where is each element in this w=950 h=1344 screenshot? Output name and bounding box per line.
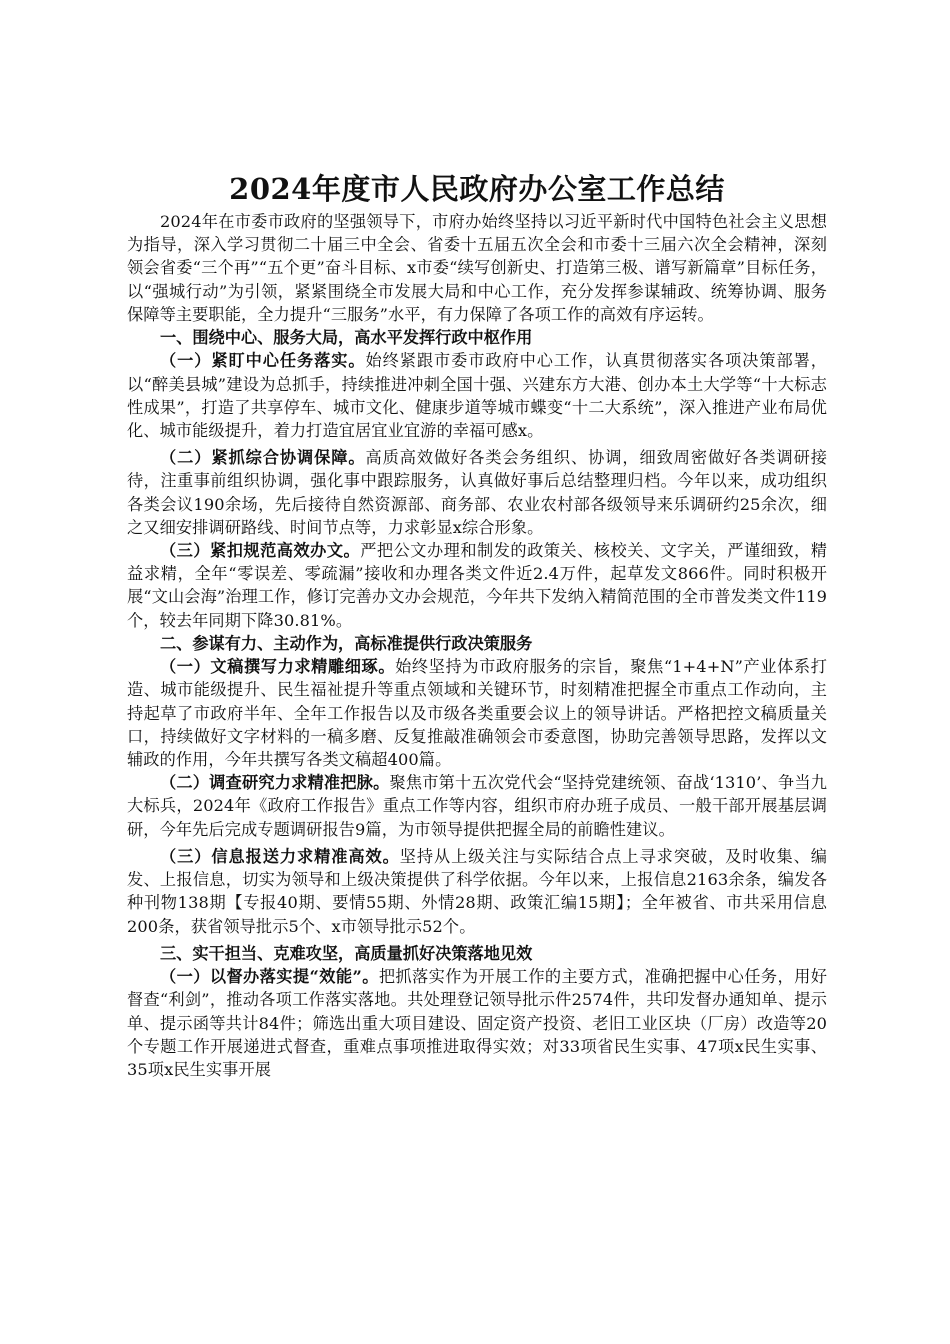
section-1-paragraph-1 <box>127 349 827 442</box>
section-3-paragraph-1 <box>127 965 827 1081</box>
section-1-paragraph-2 <box>127 446 827 539</box>
paragraph-text: 始终紧跟市委市政府中心工作，认真贯彻落实各项决策部署，以“醉美县城”建设为总抓手，持续推进冲刺全国十强、兴建东方大港、创办本土大学等“十大标志性成果”，打造了共享停车、城市文化、健康步道等城市蝶变“十二大系统”，深入推进产业布局优化、城市能级提升，着力打造宜居宜业宜游的幸福可感x。 <box>127 351 828 441</box>
paragraph-text: 始终坚持为市政府服务的宗旨，聚焦“1+4+N”产业体系打造、城市能级提升、民生福祉提升等重点领域和关键环节，时刻精准把握全市重点工作动向，主持起草了市政府半年、全年工作报告以及市级各类重要会议上的领导讲话。严格把控文稿质量关口，持续做好文字材料的一稿多磨、反复推敲准确领会市委意图，协助完善领导思路，发挥以文辅政的作用，今年共撰写各类文稿超400篇。 <box>127 657 827 770</box>
section-3-heading: 三、实干担当、克难攻坚，高质量抓好决策落地见效 <box>160 943 533 963</box>
section-2-paragraph-1 <box>127 655 827 771</box>
subheading: （一）紧盯中心任务落实。 <box>160 351 366 371</box>
subheading: （一）以督办落实提“效能”。 <box>160 967 379 987</box>
section-1-heading: 一、围绕中心、服务大局，高水平发挥行政中枢作用 <box>160 328 533 348</box>
paragraph-text: 把抓落实作为开展工作的主要方式，准确把握中心任务，用好督查“利剑”，推动各项工作落实落地。共处理登记领导批示件2574件，共印发督办通知单、提示单、提示函等共计84件；筛选出重大项目建设、固定资产投资、老旧工业区块（厂房）改造等20个专题工作开展递进式督查，重难点事项推进取得实效；对33项省民生实事、47项x民生实事、35项x民生实事开展 <box>127 967 827 1079</box>
subheading: （一）文稿撰写力求精雕细琢。 <box>160 657 396 677</box>
section-2-heading: 二、参谋有力、主动作为，高标准提供行政决策服务 <box>160 633 533 653</box>
document-title: 2024年度市人民政府办公室工作总结 <box>229 172 725 206</box>
subheading: （三）紧扣规范高效办文。 <box>160 541 361 561</box>
subheading: （二）紧抓综合协调保障。 <box>160 448 366 468</box>
subheading: （三）信息报送力求精准高效。 <box>160 846 400 866</box>
document-body <box>127 168 827 1081</box>
paragraph-text: 高质高效做好各类会务组织、协调，细致周密做好各类调研接待，注重事前组织协调，强化事中跟踪服务，认真做好事后总结整理归档。今年以来，成功组织各类会议190余场，先后接待自然资源部、商务部、农业农村部各级领导来乐调研约25余次，细之又细安排调研路线、时间节点等，力求彰显x综合形象。 <box>127 448 828 537</box>
paragraph-text: 严把公文办理和制发的政策关、核校关、文字关，严谨细致，精益求精，全年“零误差、零疏漏”接收和办理各类文件近2.4万件，起草发文866件。同时积极开展“文山会海”治理工作，修订完善办文办会规范，今年共下发纳入精简范围的全市普发类文件119个，较去年同期下降30.81%。 <box>127 541 827 630</box>
section-2-paragraph-3 <box>127 845 827 938</box>
subheading: （二）调查研究力求精准把脉。 <box>160 773 390 793</box>
paragraph-text: 聚焦市第十五次党代会“坚持党建统领、奋战‘1310’、争当九大标兵，2024年《政府工作报告》重点工作等内容，组织市府办班子成员、一般干部开展基层调研，今年先后完成专题调研报告9篇，为市领导提供把握全局的前瞻性建议。 <box>127 773 827 839</box>
section-2-paragraph-2 <box>127 771 827 841</box>
section-1-paragraph-3 <box>127 539 827 632</box>
intro-paragraph: 2024年在市委市政府的坚强领导下，市府办始终坚持以习近平新时代中国特色社会主义思想为指导，深入学习贯彻二十届三中全会、省委十五届五次全会和市委十三届六次全会精神，深刻领会省委“三个再”“五个更”奋斗目标、x市委“续写创新史、打造第三极、谱写新篇章”目标任务，以“强城行动”为引领，紧紧围绕全市发展大局和中心工作，充分发挥参谋辅政、统筹协调、服务保障等主要职能，全力提升“三服务”水平，有力保障了各项工作的高效有序运转。 <box>127 212 827 324</box>
paragraph-text: 坚持从上级关注与实际结合点上寻求突破，及时收集、编发、上报信息，切实为领导和上级决策提供了科学依据。今年以来，上报信息2163余条，编发各种刊物138期【专报40期、要情55期、外情28期、政策汇编15期】；全年被省、市共采用信息200条，获省领导批示5个、x市领导批示52个。 <box>127 846 827 936</box>
